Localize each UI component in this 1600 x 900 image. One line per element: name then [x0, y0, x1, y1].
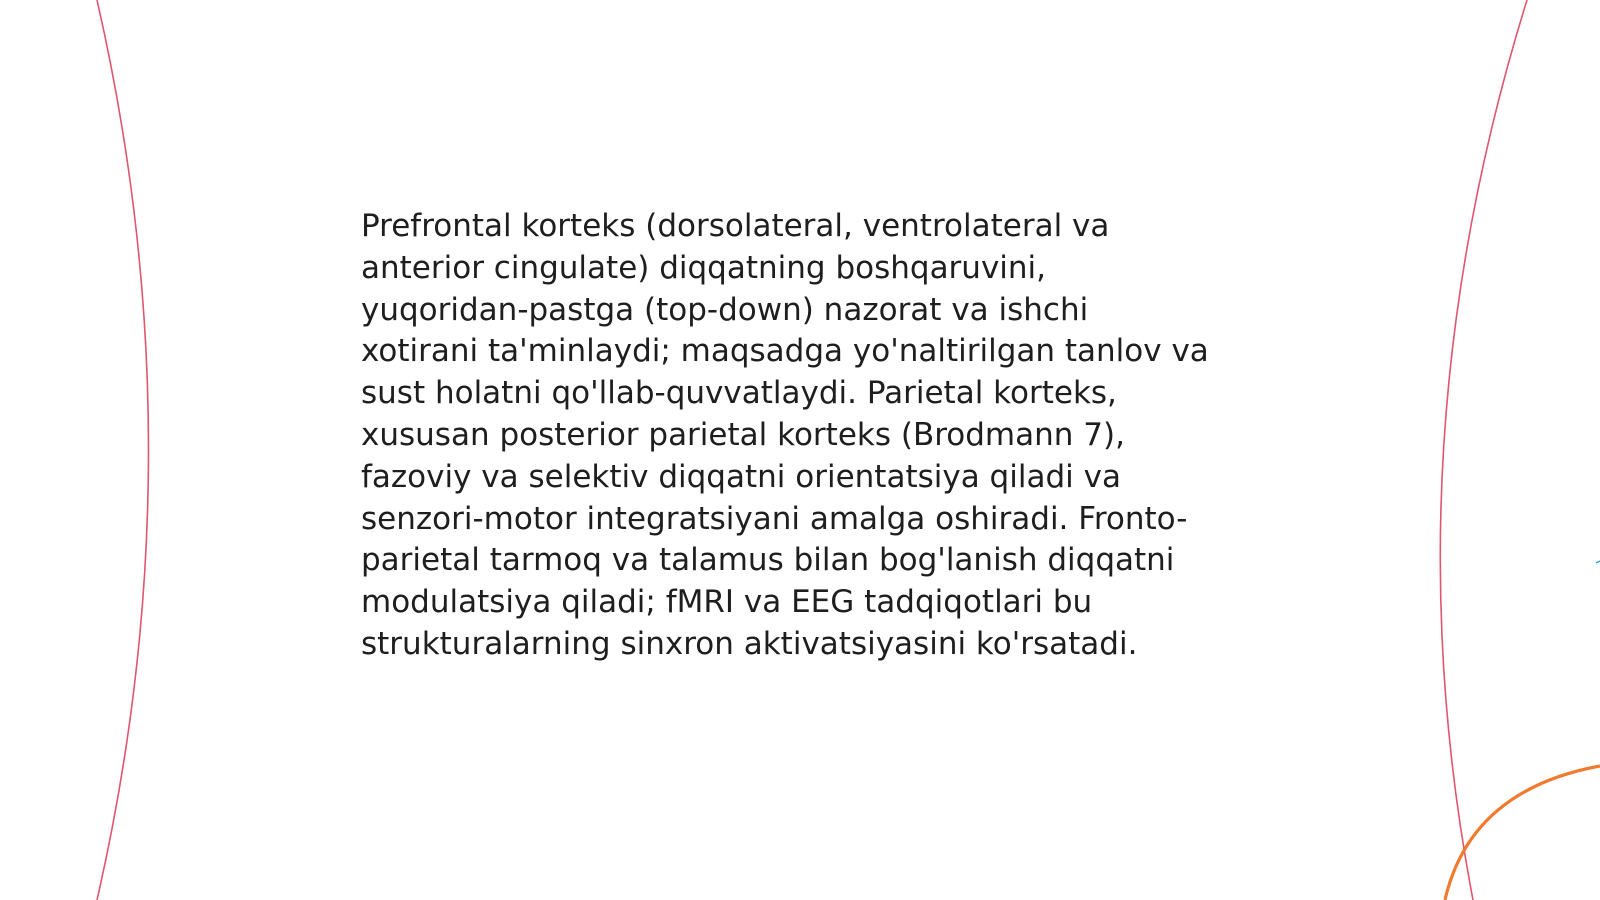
body-line-6: xususan posterior parietal korteks (Brodmann 7), [361, 416, 1125, 453]
body-line-5: sust holatni qo'llab-quvvatlaydi. Parietal korteks, [361, 375, 1117, 412]
body-line-9: parietal tarmoq va talamus bilan bog'lanish diqqatni [361, 542, 1175, 579]
accent-tick [1596, 561, 1600, 563]
body-line-3: yuqoridan-pastga (top-down) nazorat va ishchi [361, 291, 1089, 328]
body-line-8: senzori-motor integratsiyani amalga oshiradi. Fronto- [361, 500, 1188, 537]
body-line-2: anterior cingulate) diqqatning boshqaruvini, [361, 249, 1047, 286]
left-arc [97, 0, 149, 900]
body-line-1: Prefrontal korteks (dorsolateral, ventrolateral va [361, 208, 1110, 244]
corner-arc [1445, 766, 1600, 900]
body-line-10: modulatsiya qiladi; fMRI va EEG tadqiqotlari bu [361, 584, 1093, 621]
body-line-7: fazoviy va selektiv diqqatni orientatsiya qiladi va [361, 458, 1121, 495]
body-line-11: strukturalarning sinxron aktivatsiyasini ko'rsatadi. [361, 625, 1138, 662]
body-paragraph [361, 206, 1261, 666]
right-arc [1440, 0, 1527, 900]
body-line-4: xotirani ta'minlaydi; maqsadga yo'naltirilgan tanlov va [361, 333, 1209, 370]
